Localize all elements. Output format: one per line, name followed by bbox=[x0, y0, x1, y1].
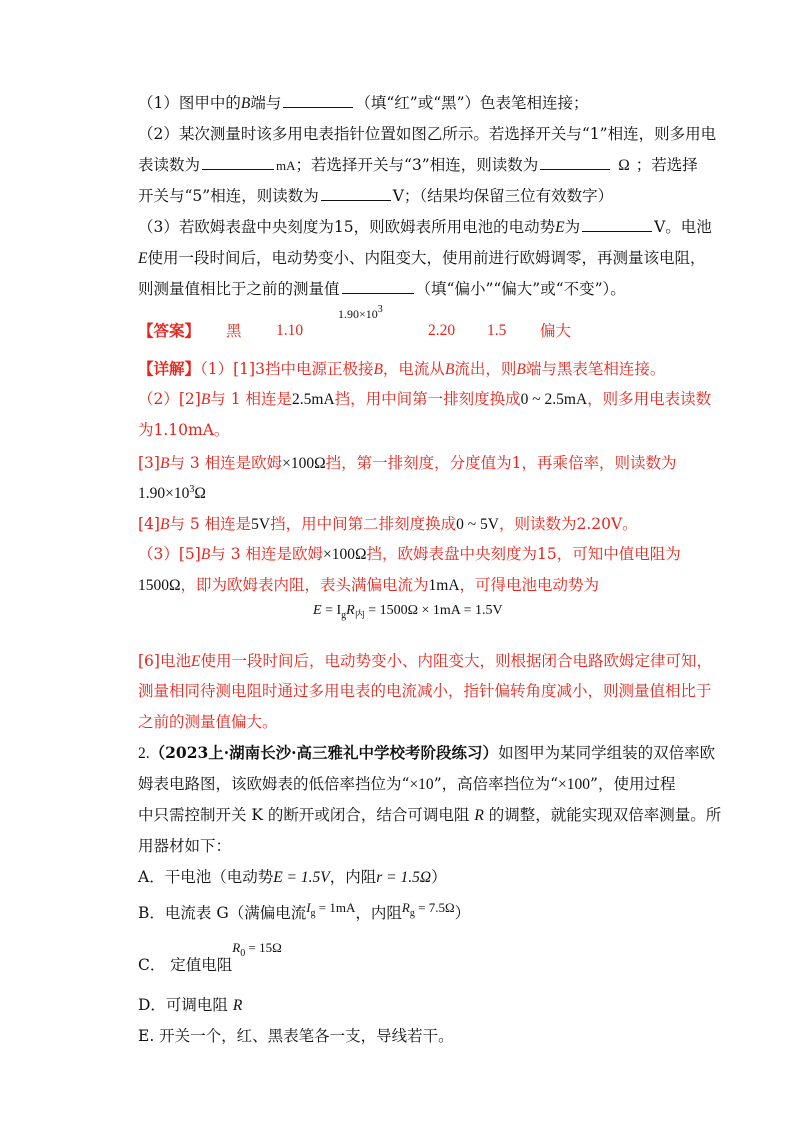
text: 则测量值相比于之前的测量值 bbox=[138, 280, 340, 298]
answer-label: 【答案】 bbox=[138, 321, 201, 340]
detail-line-11: 之前的测量值偏大。 bbox=[138, 713, 278, 731]
q1-part2-line3 bbox=[138, 185, 613, 207]
detail-line-8 bbox=[138, 574, 599, 597]
answer-1: 黑 bbox=[226, 322, 242, 340]
var: B bbox=[200, 546, 211, 563]
text: 表读数为 bbox=[138, 156, 201, 174]
math: ×100Ω bbox=[282, 455, 326, 472]
var: B bbox=[200, 391, 211, 408]
answer-blank[interactable] bbox=[202, 155, 274, 170]
math: 0 ~ 5V bbox=[456, 516, 499, 533]
math: 0 ~ 2.5mA bbox=[520, 391, 588, 408]
text: D．可调电阻 bbox=[138, 996, 233, 1014]
detail-line-6 bbox=[138, 513, 638, 536]
text: 与 1 相连是 bbox=[210, 390, 293, 408]
math: ×100 bbox=[558, 776, 591, 793]
text: [3] bbox=[138, 454, 160, 472]
answer-2: 1.10 bbox=[276, 322, 304, 339]
math: 2.5mA bbox=[292, 391, 335, 408]
text: 流出，则 bbox=[454, 360, 517, 378]
text: 端与黑表笔相连接。 bbox=[525, 360, 666, 378]
var: B bbox=[444, 361, 455, 378]
var: B bbox=[159, 516, 170, 533]
var: B bbox=[516, 361, 526, 378]
unit: mA bbox=[276, 158, 296, 173]
math: 1500Ω bbox=[138, 577, 181, 594]
text: ） bbox=[431, 868, 447, 886]
unit: Ω bbox=[194, 485, 206, 502]
unit: Ω bbox=[618, 157, 630, 174]
text: B．电流表 G（满偏电流 bbox=[138, 904, 307, 922]
subscript: g bbox=[409, 908, 415, 919]
text: 挡，第一排刻度，分度值为1，再乘倍率，则读数为 bbox=[325, 454, 677, 472]
text: （1）图甲中的 bbox=[138, 94, 241, 112]
text: 中只需控制开关 K 的断开或闭合，结合可调电阻 bbox=[138, 806, 475, 824]
q1-part3-line3 bbox=[138, 278, 626, 300]
text: ，即为欧姆表内阻，表头满偏电流为 bbox=[180, 576, 429, 594]
text: 与 3 相连是欧姆 bbox=[210, 545, 324, 563]
math: ×10 bbox=[409, 776, 434, 793]
text: 如图甲为某同学组装的双倍率欧 bbox=[498, 744, 716, 762]
text: [6]电池 bbox=[138, 652, 191, 670]
math: = 15Ω bbox=[245, 940, 282, 955]
math: E = 1.5V bbox=[273, 869, 330, 886]
text: （填“偏小”“偏大”或“不变”）。 bbox=[415, 280, 626, 298]
var: B bbox=[159, 455, 170, 472]
text: A．干电池（电动势 bbox=[138, 868, 274, 886]
text: ；若选择 bbox=[635, 156, 698, 174]
q2-line-2 bbox=[138, 773, 675, 796]
answer-blank[interactable] bbox=[582, 217, 652, 232]
text: 开关与“5”相连，则读数为 bbox=[138, 187, 319, 205]
q2-option-d bbox=[138, 994, 242, 1017]
text: = 1500Ω × 1mA = 1.5V bbox=[364, 603, 503, 618]
q2-line-4: 用器材如下： bbox=[138, 837, 232, 855]
var: B bbox=[240, 95, 251, 112]
subscript: 0 bbox=[240, 948, 246, 959]
var: B bbox=[373, 361, 383, 378]
answer-blank[interactable] bbox=[342, 279, 414, 294]
text: 挡，用中间第一排刻度换成 bbox=[334, 390, 521, 408]
answer-blank[interactable] bbox=[321, 186, 391, 201]
text: ，则读数为2.20V。 bbox=[498, 515, 638, 533]
text: （3）若欧姆表盘中央刻度为15，则欧姆表所用电池的电动势 bbox=[138, 218, 556, 236]
question-source: （2023上·湖南长沙·高三雅礼中学校考阶段练习） bbox=[149, 743, 499, 762]
text: ） bbox=[454, 904, 471, 922]
math: 1mA bbox=[428, 577, 460, 594]
text: V。电池 bbox=[654, 218, 712, 236]
text: （2）[2] bbox=[138, 390, 201, 408]
subscript: g bbox=[341, 610, 347, 621]
q2-option-b bbox=[138, 902, 470, 927]
detail-equation bbox=[313, 600, 503, 623]
q1-part3-line1 bbox=[138, 216, 712, 239]
answer-blank[interactable] bbox=[540, 155, 610, 170]
var: R bbox=[232, 997, 243, 1014]
detail-line-3: 为1.10mA。 bbox=[138, 421, 230, 439]
math: R bbox=[401, 900, 410, 915]
text: 端与 bbox=[250, 94, 282, 112]
question-number: 2. bbox=[138, 745, 150, 762]
text: 挡，用中间第二排刻度换成 bbox=[270, 515, 457, 533]
text: 挡，欧姆表盘中央刻度为15，可知中值电阻为 bbox=[366, 545, 681, 563]
answer-5: 1.5 bbox=[487, 322, 507, 339]
text: （2）某次测量时该多用电表指针位置如图乙所示。若选择开关与“1”相连，则多用电 bbox=[138, 125, 717, 143]
text: ”，高倍率挡位为“ bbox=[433, 775, 559, 793]
text: ，内阻 bbox=[355, 904, 402, 922]
text: 1.90×10 bbox=[138, 485, 190, 502]
text: 与 5 相连是 bbox=[169, 515, 252, 533]
detail-line-9 bbox=[138, 650, 712, 673]
math: ×100Ω bbox=[323, 546, 367, 563]
text: 姆表电路图，该欧姆表的低倍率挡位为“ bbox=[138, 775, 410, 793]
text: 1.90×10 bbox=[338, 307, 378, 321]
q2-option-a bbox=[138, 866, 447, 889]
var: E bbox=[138, 250, 148, 267]
q1-part3-line2 bbox=[138, 247, 705, 270]
exponent: 3 bbox=[189, 484, 195, 495]
q2-option-e: E. 开关一个，红、黑表笔各一支，导线若干。 bbox=[138, 1027, 454, 1045]
q1-part2-line2 bbox=[138, 154, 698, 177]
detail-line-7 bbox=[138, 543, 681, 566]
text: 为 bbox=[564, 218, 581, 236]
text: （填“红”或“黑”）色表笔相连接； bbox=[355, 94, 589, 112]
text: V；（结果均保留三位有效数字） bbox=[392, 187, 614, 205]
subscript: 内 bbox=[354, 610, 365, 621]
detail-line-5 bbox=[138, 483, 206, 507]
math: I bbox=[306, 900, 311, 915]
text: （1）[1]3挡中电源正极接 bbox=[200, 360, 374, 378]
detail-line-1 bbox=[138, 358, 665, 381]
answer-3 bbox=[338, 303, 383, 327]
math: = 7.5Ω bbox=[414, 900, 455, 915]
q2-line-1 bbox=[138, 742, 715, 765]
detail-line-10: 测量相同待测电阻时通过多用电表的电流减小，指针偏转角度减小，则测量值相比于 bbox=[138, 682, 712, 700]
detail-line-2 bbox=[138, 388, 711, 411]
var: R bbox=[474, 807, 484, 824]
q1-part2-line1 bbox=[138, 123, 716, 145]
text: 使用一段时间后，电动势变小、内阻变大，使用前进行欧姆调零，再测量该电阻， bbox=[147, 249, 706, 267]
math: R bbox=[232, 940, 241, 955]
var: R bbox=[346, 603, 355, 618]
answer-4: 2.20 bbox=[428, 322, 456, 339]
var: E bbox=[190, 653, 201, 670]
text: = I bbox=[321, 603, 342, 618]
text: ；若选择开关与“3”相连，则读数为 bbox=[295, 156, 539, 174]
detail-label: 【详解】 bbox=[138, 359, 201, 378]
exponent: 3 bbox=[377, 304, 383, 315]
text: 与 3 相连是欧姆 bbox=[169, 454, 283, 472]
text: 使用一段时间后，电动势变小、内阻变大，则根据闭合电路欧姆定律可知， bbox=[200, 652, 712, 670]
text: （3）[5] bbox=[138, 545, 201, 563]
detail-line-4 bbox=[138, 452, 677, 475]
q1-part1 bbox=[138, 92, 589, 115]
text: ”，使用过程 bbox=[590, 775, 676, 793]
answer-6: 偏大 bbox=[540, 322, 572, 340]
text: ，则多用电表读数 bbox=[587, 390, 712, 408]
math: 5V bbox=[251, 516, 271, 533]
math: = 1mA bbox=[315, 900, 356, 915]
var: E bbox=[555, 219, 565, 236]
text: ，可得电池电动势为 bbox=[459, 576, 600, 594]
text: C． 定值电阻 bbox=[138, 956, 233, 974]
text: ，内阻 bbox=[329, 868, 377, 886]
var: E bbox=[313, 603, 322, 618]
answer-blank[interactable] bbox=[283, 93, 353, 108]
text: 的调整，就能实现双倍率测量。所 bbox=[483, 806, 722, 824]
text: [4] bbox=[138, 515, 160, 533]
math: r = 1.5Ω bbox=[376, 869, 432, 886]
text: ，电流从 bbox=[382, 360, 445, 378]
q2-line-3 bbox=[138, 804, 721, 827]
subscript: g bbox=[310, 908, 316, 919]
